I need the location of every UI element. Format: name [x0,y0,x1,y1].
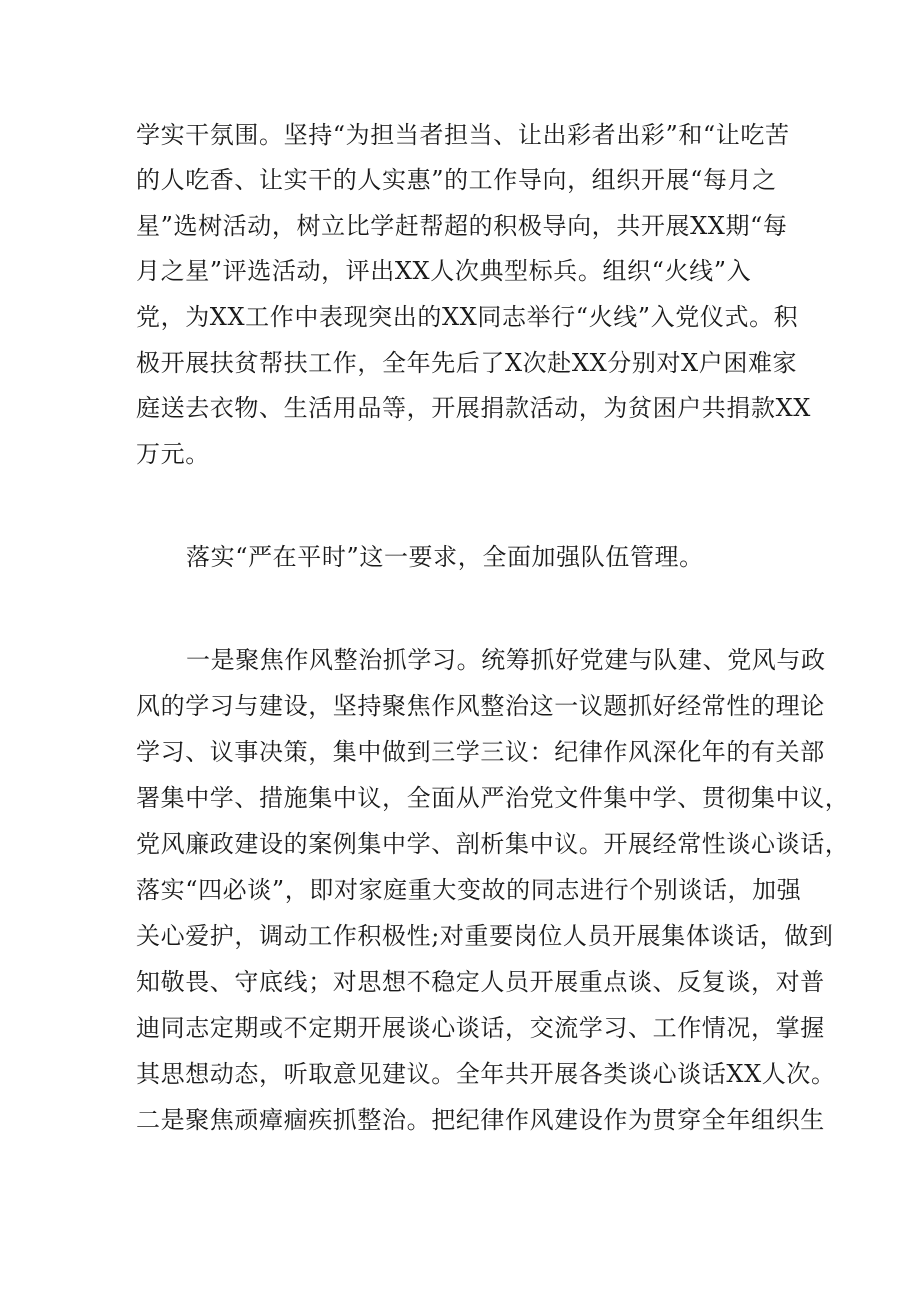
text-line: 风的学习与建设，坚持聚焦作风整治这一议题抓好经常性的理论 [136,692,825,720]
text-line: 星”选树活动，树立比学赶帮超的积极导向，共开展XX期“每 [136,212,788,240]
text-line: 月之星”评选活动，评出XX人次典型标兵。组织“火线”入 [136,257,752,285]
text-line: 万元。 [136,440,210,468]
text-line: 极开展扶贫帮扶工作，全年先后了X次赴XX分别对X户困难家 [136,349,798,377]
text-line: 其思想动态，听取意见建议。全年共开展各类谈心谈话XX人次。 [136,1060,836,1088]
text-line: 迪同志定期或不定期开展谈心谈话，交流学习、工作情况，掌握 [136,1014,825,1042]
text-line: 知敬畏、守底线；对思想不稳定人员开展重点谈、反复谈，对普 [136,968,825,996]
text-line: 学实干氛围。坚持“为担当者担当、让出彩者出彩”和“让吃苦 [136,121,790,149]
text-line: 一是聚焦作风整治抓学习。统筹抓好党建与队建、党风与政 [186,646,826,674]
text-line: 学习、议事决策，集中做到三学三议：纪律作风深化年的有关部 [136,738,825,766]
text-line: 庭送去衣物、生活用品等，开展捐款活动，为贫困户共捐款XX [136,394,811,422]
text-line: 关心爱护，调动工作积极性;对重要岗位人员开展集体谈话，做到 [136,922,834,950]
section-heading: 落实“严在平时”这一要求，全面加强队伍管理。 [186,543,704,571]
text-line: 党风廉政建设的案例集中学、剖析集中议。开展经常性谈心谈话， [136,830,850,858]
text-line: 二是聚焦顽瘴痼疾抓整治。把纪律作风建设作为贯穿全年组织生 [136,1106,825,1134]
text-line: 署集中学、措施集中议，全面从严治党文件集中学、贯彻集中议， [136,784,850,812]
text-line: 党，为XX工作中表现突出的XX同志举行“火线”入党仪式。积 [136,303,799,331]
text-line: 的人吃香、让实干的人实惠”的工作导向，组织开展“每月之 [136,166,777,194]
text-line: 落实“四必谈”，即对家庭重大变故的同志进行个别谈话，加强 [136,876,802,904]
